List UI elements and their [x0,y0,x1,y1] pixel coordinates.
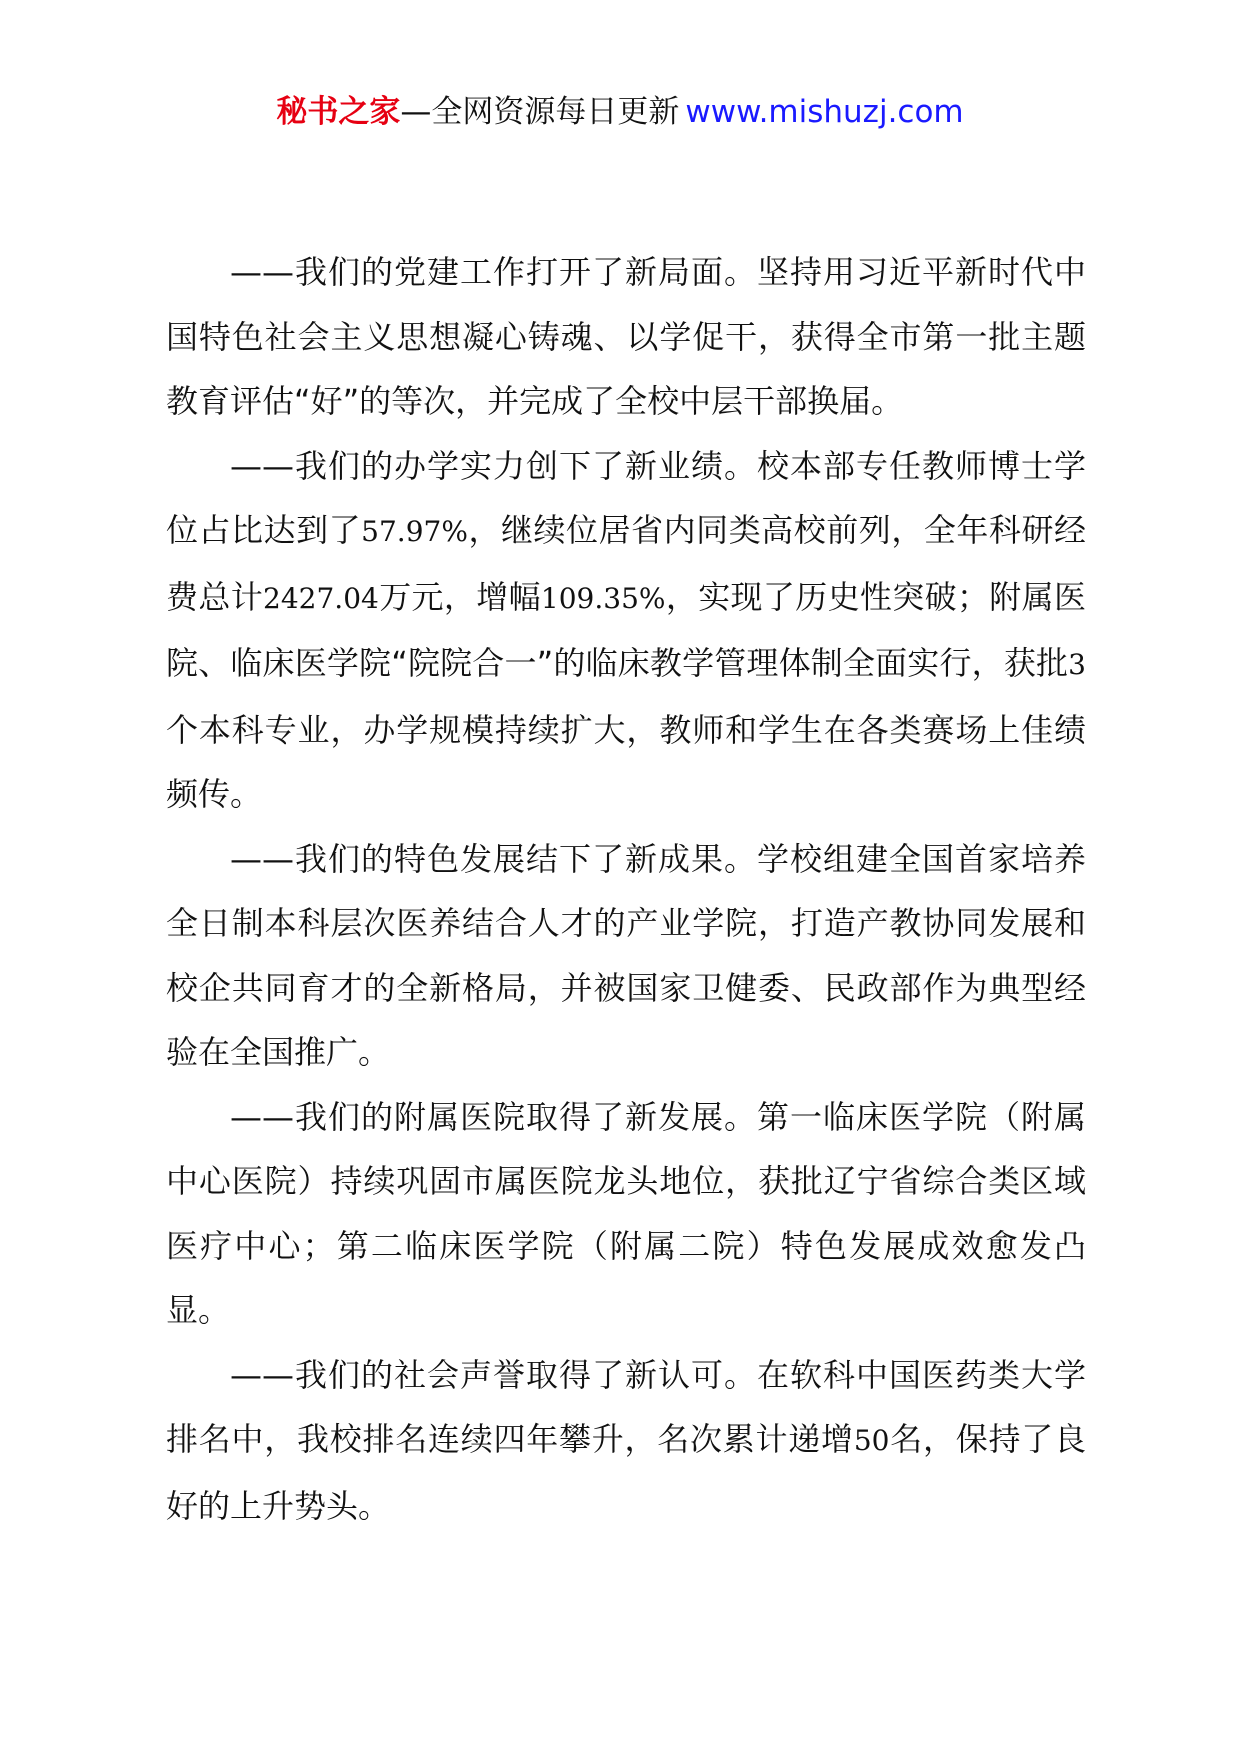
research-funding: 2427.04 [263,581,379,615]
paragraph-text: 名，保持了良好的上升势头。 [166,1420,1086,1525]
page-header [0,92,1240,132]
paragraph-social-reputation [166,1343,1086,1539]
paragraph-text: 个本科专业，办学规模持续扩大，教师和学生在各类赛场上佳绩频传。 [166,710,1086,813]
paragraph-text: ——我们的办学实力创下了新业绩。校本部专任教师博士学位占比达到了 [166,446,1086,549]
ranking-increase: 50 [853,1424,890,1457]
paragraph-text: ，实现了历史性突破；附属医院、临床医学院“院院合一”的临床教学管理体制全面实行，获批 [166,577,1086,682]
paragraph-special-development [166,827,1086,1085]
brand-name: 秘书之家 [276,94,401,130]
paragraph-text: ——我们的特色发展结下了新成果。学校组建全国首家培养全日制本科层次医养结合人才的产业学院，打造产教协同发展和校企共同育才的全新格局，并被国家卫健委、民政部作为典型经验在全国推广。 [166,839,1086,1071]
doctorate-ratio: 57.97% [361,515,468,548]
funding-growth: 109.35% [540,581,666,615]
site-url-link[interactable]: www.mishuzj.com [685,94,964,130]
paragraph-text: ——我们的党建工作打开了新局面。坚持用习近平新时代中国特色社会主义思想凝心铸魂、以学促干，获得全市第一批主题教育评估“好”的等次，并完成了全校中层干部换届。 [166,253,1086,420]
paragraph-text: ，继续位居省内同类高校前列，全年科研经费总计 [166,511,1086,616]
paragraph-school-strength [166,434,1086,827]
paragraph-text: ——我们的附属医院取得了新发展。第一临床医学院（附属中心医院）持续巩固市属医院龙头地位，获批辽宁省综合类区域医疗中心；第二临床医学院（附属二院）特色发展成效愈发凸显。 [166,1097,1086,1329]
paragraph-text: ——我们的社会声誉取得了新认可。在软科中国医药类大学排名中，我校排名连续四年攀升，名次累计递增 [166,1355,1086,1458]
new-majors-count: 3 [1068,648,1086,681]
paragraph-affiliated-hospital [166,1085,1086,1343]
header-slogan: —全网资源每日更新 [400,94,680,130]
document-body [166,240,1086,1538]
paragraph-text: 万元，增幅 [378,577,541,616]
paragraph-party-building [166,240,1086,434]
